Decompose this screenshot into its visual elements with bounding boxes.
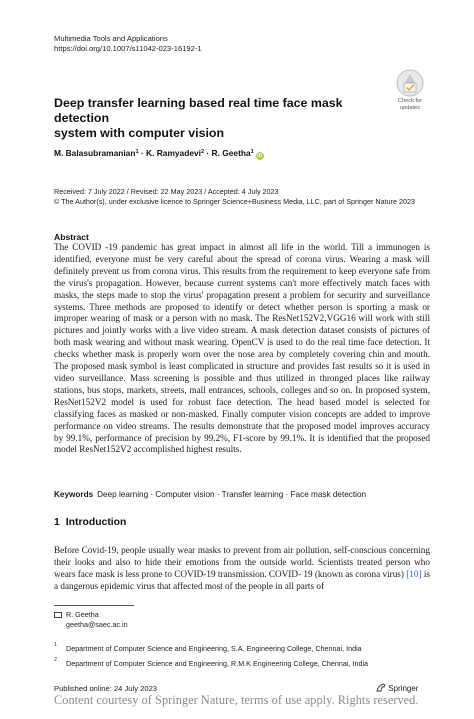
history-dates: Received: 7 July 2022 / Revised: 22 May 2023 / Accepted: 4 July 2023 <box>54 187 279 196</box>
author-affiliation-mark: 1 <box>135 149 139 155</box>
abstract-heading: Abstract <box>54 232 89 242</box>
author-name[interactable]: M. Balasubramanian <box>54 148 136 158</box>
doi-link[interactable]: https://doi.org/10.1007/s11042-023-16192-1 <box>54 44 202 53</box>
introduction-text: Before Covid-19, people usually wear masks to prevent from air pollution, self-conscious concerning their looks and also to hide their emotions from the outside world. Scientists treated person who wears face mask is less prone to COVID-19 transmission. COVID- 19 (known as corona virus) [10] is a dangerous epidemic virus that affected most of the people in all parts of <box>54 545 430 591</box>
abstract-text: The COVID -19 pandemic has great impact in almost all life in the world. Till a immunogen is identified, everyone must be very careful about the spread of corona virus. Wearing a mask will definitely prevent us from corona virus. This results from the requirement to keep everyone safe from the virus's propagation. However, because current systems can't more effectively match faces with masks, the steps made to stop the virus' propagation present a problem for security and surveillance systems. Three methods are proposed to identify or detect whether person is sporting a mask or improper wearing of mask or a person with no mask. The ResNet152V2,VGG16 will work with still pictures and jointly works with a live video stream. A mask detection dataset consists of pictures of both mask wearing and without mask wearing. OpenCV is used to do the real time face detection. It checks whether mask is properly worn over the nose area by completely covering chin and mouth. The proposed mask symbol is least complicated in structure and provides fast results so it is used in video surveillance. Mass screening is possible and thus utilized in thronged places like railway stations, bus stops, markets, streets, mall entrances, schools, colleges and so on. In proposed system, ResNet152V2 model is used for robust face detection. The head based model is selected for classifying faces as masked or non-masked. Finally computer vision concepts are added to improve performance on video streams. The results demonstrate that the proposed model improves accuracy by 99.1%, performance of precision by 99.2%, F1-score by 99.1%. It is identified that the proposed model ResNet152V2 accomplished highest results. <box>54 242 430 455</box>
section-number: 1 <box>54 517 60 528</box>
check-for-updates-label[interactable]: Check for updates <box>398 98 422 111</box>
corresponding-author: R. Geetha <box>66 610 99 619</box>
publisher-logo <box>376 683 418 693</box>
journal-name: Multimedia Tools and Applications <box>54 34 168 43</box>
footnote-number: 2 <box>54 657 57 663</box>
author-name[interactable]: K. Ramyadevi <box>146 148 201 158</box>
publisher-name: Springer <box>388 684 419 693</box>
author-list: M. Balasubramanian$^1$ · K. Ramyadevi$^2$ · R. Geetha$^1$iD <box>54 148 263 159</box>
journal-header <box>54 34 202 54</box>
orcid-icon[interactable]: iD <box>257 153 263 159</box>
abstract-body <box>54 242 430 456</box>
footnote-text: Department of Computer Science and Engineering, S.A. Engineering College, Chennai, India <box>66 644 362 653</box>
article-history <box>54 187 415 207</box>
footnote-text: Department of Computer Science and Engineering, R.M.K Engineering College, Chennai, India <box>66 659 369 668</box>
correspondence <box>66 610 128 630</box>
citation-link[interactable]: [10] <box>406 568 422 579</box>
keywords <box>54 490 434 499</box>
springer-horse-icon <box>376 683 386 692</box>
corresponding-email[interactable]: geetha@saec.ac.in <box>66 620 128 629</box>
copyright-line: © The Author(s), under exclusive licence to Springer Science+Business Media, LLC, part of Springer Nature 2023 <box>54 197 415 206</box>
section-title: Introduction <box>65 517 127 528</box>
section-heading <box>54 517 126 528</box>
keywords-label: Keywords <box>54 490 94 499</box>
author-name[interactable]: R. Geetha <box>211 148 251 158</box>
published-date: Published online: 24 July 2023 <box>54 684 158 693</box>
author-affiliation-mark: 1 <box>250 149 254 155</box>
article-title: Deep transfer learning based real time face mask detection system with computer vision <box>54 96 343 140</box>
envelope-icon <box>54 612 62 618</box>
introduction-body <box>54 545 430 593</box>
keywords-list: Deep learning · Computer vision · Transfer learning · Face mask detection <box>97 490 367 499</box>
check-for-updates-icon[interactable] <box>394 68 426 98</box>
footnote-divider <box>54 605 134 606</box>
author-affiliation-mark: 2 <box>200 149 205 155</box>
footnote-number: 1 <box>54 642 57 648</box>
courtesy-notice: Content courtesy of Springer Nature, terms of use apply. Rights reserved. <box>54 693 419 707</box>
